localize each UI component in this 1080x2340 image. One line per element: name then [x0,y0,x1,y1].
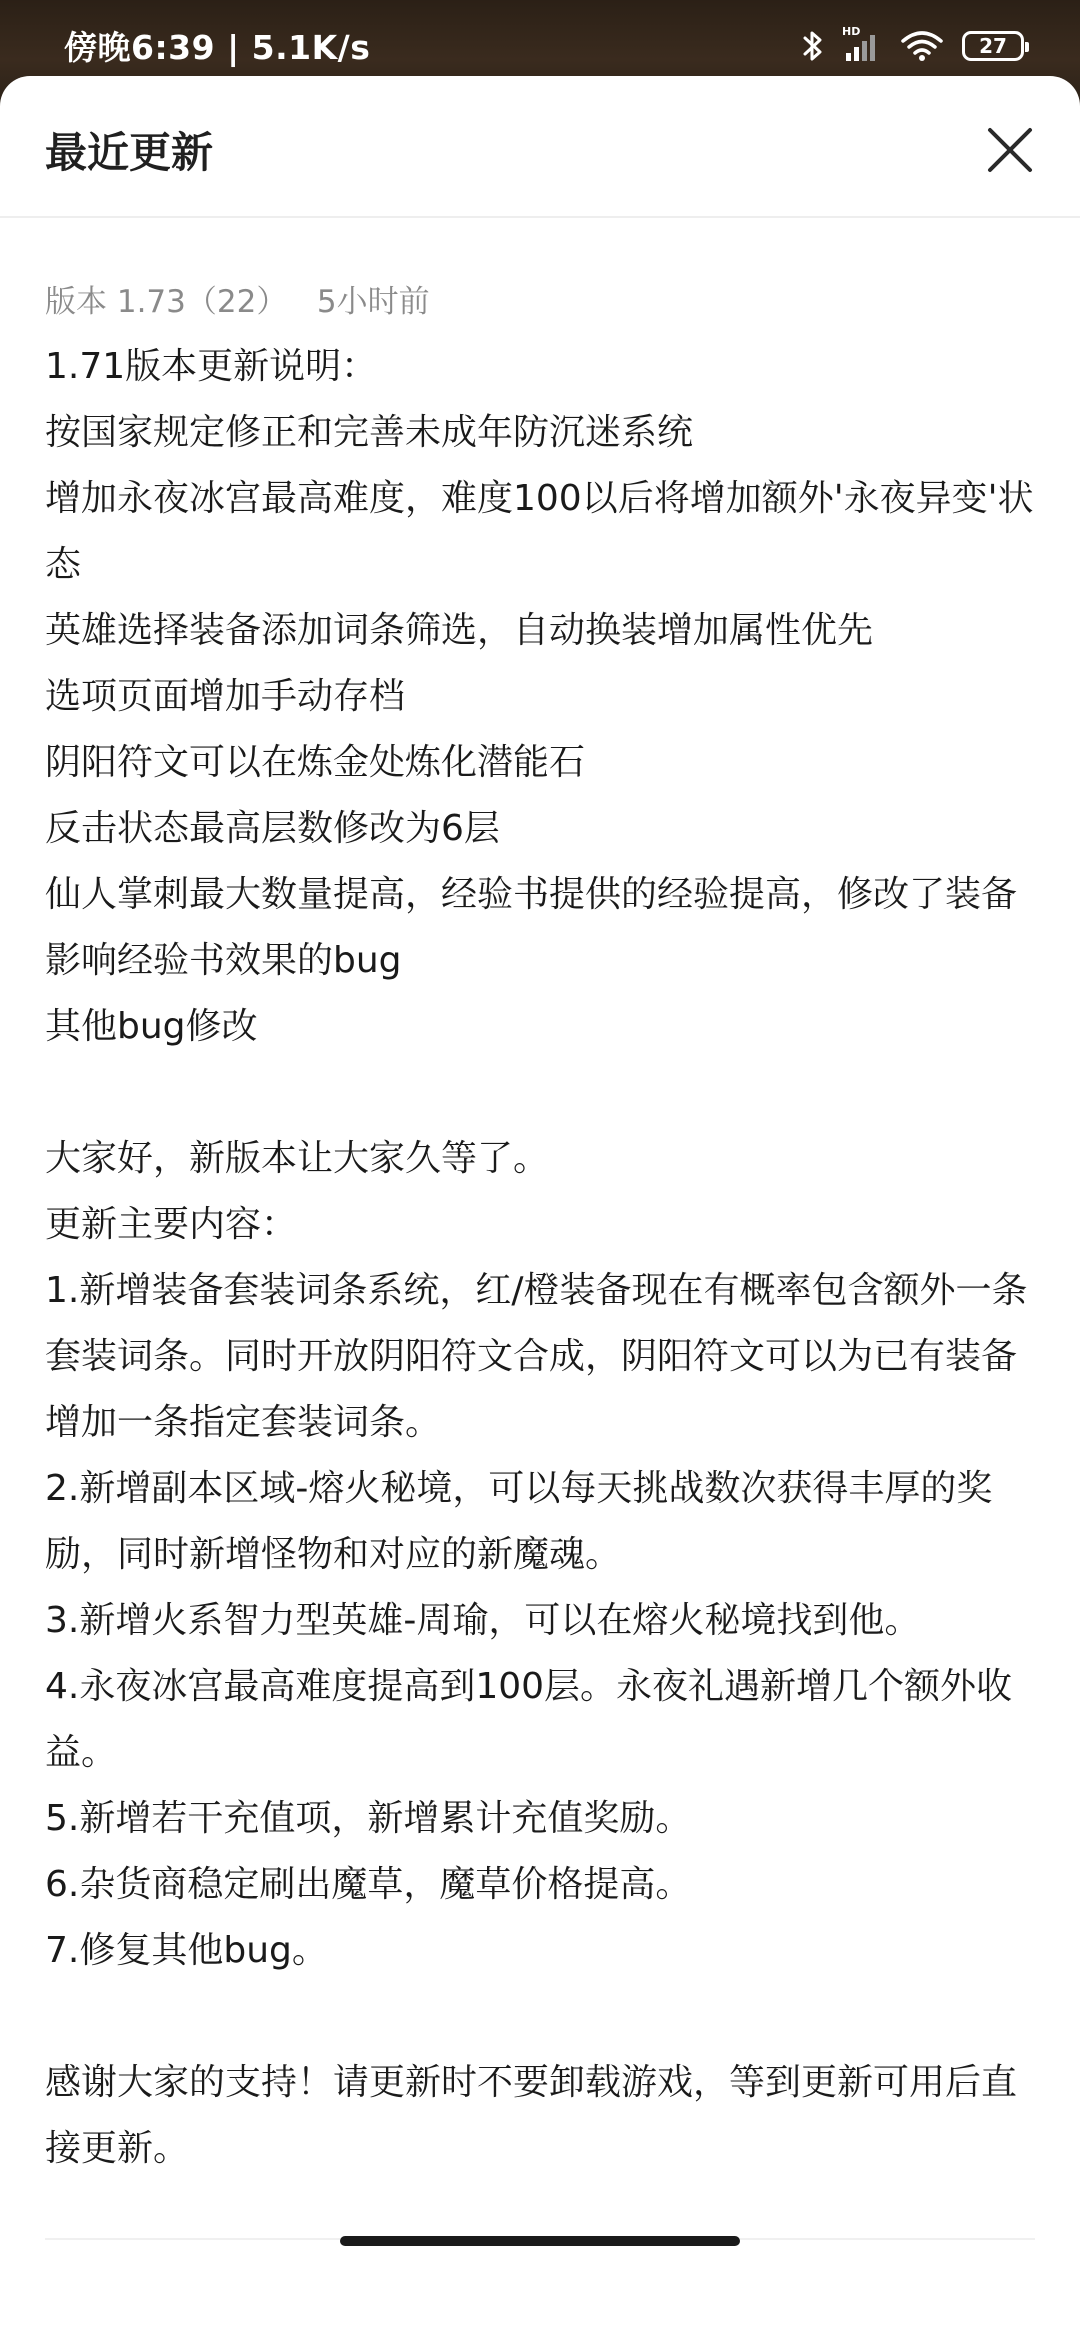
wifi-icon [900,29,944,63]
note-line: 5.新增若干充值项，新增累计充值奖励。 [45,1798,692,1839]
note-line: 感谢大家的支持！请更新时不要卸载游戏，等到更新可用后直接更新。 [45,2062,1018,2169]
version-label: 版本 1.73（22） [45,284,288,320]
hd-label: HD [842,25,861,38]
note-blank [45,1060,1035,1126]
note-line: 3.新增火系智力型英雄-周瑜，可以在熔火秘境找到他。 [45,1600,921,1641]
note-line: 反击状态最高层数修改为6层 [45,808,500,849]
note-line: 英雄选择装备添加词条筛选，自动换装增加属性优先 [45,610,874,651]
version-meta [45,276,430,321]
note-line: 大家好，新版本让大家久等了。 [45,1138,550,1179]
status-time: 傍晚6:39 | 5.1K/s [64,28,371,67]
note-line: 更新主要内容： [45,1204,298,1245]
note-line: 1.71版本更新说明： [45,346,378,387]
time-ago: 5小时前 [316,284,430,320]
close-button[interactable] [974,114,1046,186]
note-line: 选项页面增加手动存档 [45,676,406,717]
note-line: 其他bug修改 [45,1006,258,1047]
status-icons [802,24,1024,68]
battery-level: 27 [979,34,1007,58]
note-line: 6.杂货商稳定刷出魔草，魔草价格提高。 [45,1864,692,1905]
note-line: 1.新增装备套装词条系统，红/橙装备现在有概率包含额外一条套装词条。同时开放阴阳符文合成，阴阳符文可以为已有装备增加一条指定套装词条。 [45,1270,1028,1443]
note-line: 仙人掌刺最大数量提高，经验书提供的经验提高，修改了装备影响经验书效果的bug [45,874,1018,981]
sheet-title: 最近更新 [45,128,214,177]
bluetooth-icon [802,29,824,63]
update-sheet [0,76,1080,2340]
note-blank [45,1984,1035,2050]
note-line: 增加永夜冰宫最高难度，难度100以后将增加额外'永夜异变'状态 [45,478,1034,585]
sheet-header [0,76,1080,218]
note-line: 阴阳符文可以在炼金处炼化潜能石 [45,742,586,783]
hd-signal-icon [842,25,882,63]
note-line: 2.新增副本区域-熔火秘境，可以每天挑战数次获得丰厚的奖励，同时新增怪物和对应的新魔魂。 [45,1468,993,1575]
note-line: 按国家规定修正和完善未成年防沉迷系统 [45,412,694,453]
note-line: 7.修复其他bug。 [45,1930,328,1971]
close-icon [986,126,1034,174]
note-line: 4.永夜冰宫最高难度提高到100层。永夜礼遇新增几个额外收益。 [45,1666,1013,1773]
release-notes [45,334,1035,2182]
home-indicator[interactable] [340,2236,740,2246]
battery-icon [962,31,1024,61]
